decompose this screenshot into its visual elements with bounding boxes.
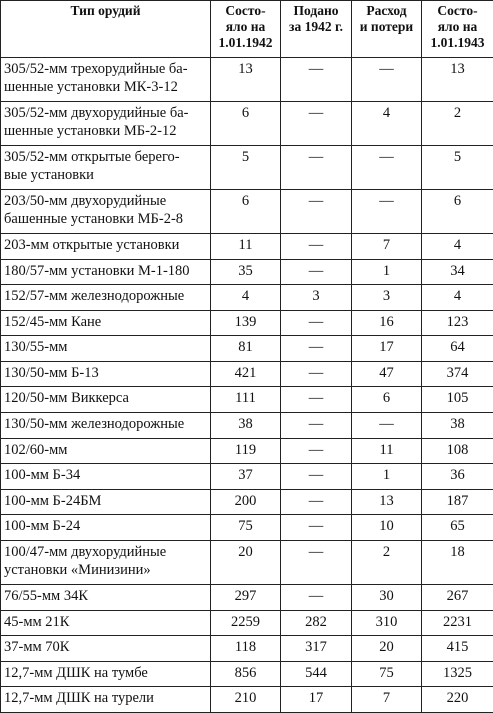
cell-end-1943: 4 — [422, 285, 493, 311]
cell-end-1943: 36 — [422, 464, 493, 490]
cell-loss: — — [352, 58, 422, 102]
table-row — [1, 661, 493, 687]
cell-loss: — — [352, 413, 422, 439]
cell-start-1942: 210 — [211, 687, 281, 713]
cell-loss: — — [352, 190, 422, 234]
cell-supplied-1942: 17 — [281, 687, 352, 713]
cell-end-1943: 38 — [422, 413, 493, 439]
cell-gun-type: 100-мм Б-24БМ — [1, 489, 211, 515]
cell-start-1942: 4 — [211, 285, 281, 311]
cell-end-1943: 6 — [422, 190, 493, 234]
cell-end-1943: 1325 — [422, 661, 493, 687]
cell-gun-type: 76/55-мм 34К — [1, 584, 211, 610]
cell-end-1943: 5 — [422, 146, 493, 190]
cell-supplied-1942: — — [281, 489, 352, 515]
cell-end-1943: 18 — [422, 540, 493, 584]
cell-supplied-1942: — — [281, 515, 352, 541]
cell-supplied-1942: — — [281, 259, 352, 285]
cell-loss: 2 — [352, 540, 422, 584]
cell-supplied-1942: 282 — [281, 610, 352, 636]
table-row — [1, 540, 493, 584]
cell-loss: 7 — [352, 234, 422, 260]
cell-loss: 10 — [352, 515, 422, 541]
cell-end-1943: 34 — [422, 259, 493, 285]
cell-start-1942: 20 — [211, 540, 281, 584]
cell-supplied-1942: 544 — [281, 661, 352, 687]
cell-gun-type: 37-мм 70К — [1, 636, 211, 662]
table-row — [1, 438, 493, 464]
table-row — [1, 610, 493, 636]
cell-end-1943: 2231 — [422, 610, 493, 636]
cell-gun-type: 12,7-мм ДШК на тумбе — [1, 661, 211, 687]
cell-supplied-1942: — — [281, 584, 352, 610]
cell-loss: 75 — [352, 661, 422, 687]
cell-gun-type: 203/50-мм двухорудийные башенные установки МБ-2-8 — [1, 190, 211, 234]
cell-end-1943: 2 — [422, 102, 493, 146]
cell-gun-type: 12,7-мм ДШК на турели — [1, 687, 211, 713]
cell-supplied-1942: — — [281, 387, 352, 413]
cell-gun-type: 152/57-мм железнодорожные — [1, 285, 211, 311]
table-row — [1, 146, 493, 190]
table-row — [1, 310, 493, 336]
cell-supplied-1942: — — [281, 540, 352, 584]
cell-supplied-1942: 3 — [281, 285, 352, 311]
cell-gun-type: 130/50-мм железнодорожные — [1, 413, 211, 439]
cell-end-1943: 187 — [422, 489, 493, 515]
cell-end-1943: 374 — [422, 361, 493, 387]
cell-start-1942: 297 — [211, 584, 281, 610]
cell-gun-type: 152/45-мм Кане — [1, 310, 211, 336]
cell-start-1942: 81 — [211, 336, 281, 362]
cell-start-1942: 35 — [211, 259, 281, 285]
table-row — [1, 687, 493, 713]
cell-end-1943: 65 — [422, 515, 493, 541]
cell-supplied-1942: — — [281, 361, 352, 387]
cell-loss: 310 — [352, 610, 422, 636]
cell-gun-type: 120/50-мм Виккерса — [1, 387, 211, 413]
cell-start-1942: 856 — [211, 661, 281, 687]
table-header-row — [1, 1, 493, 58]
table-row — [1, 464, 493, 490]
table-row — [1, 336, 493, 362]
cell-gun-type: 130/55-мм — [1, 336, 211, 362]
cell-end-1943: 415 — [422, 636, 493, 662]
cell-end-1943: 105 — [422, 387, 493, 413]
cell-supplied-1942: — — [281, 234, 352, 260]
cell-supplied-1942: 317 — [281, 636, 352, 662]
cell-start-1942: 111 — [211, 387, 281, 413]
cell-supplied-1942: — — [281, 336, 352, 362]
header-end: Состо- яло на 1.01.1943 — [422, 1, 493, 58]
header-supplied: Подано за 1942 г. — [281, 1, 352, 58]
cell-start-1942: 6 — [211, 190, 281, 234]
cell-supplied-1942: — — [281, 58, 352, 102]
table-row — [1, 190, 493, 234]
cell-loss: 30 — [352, 584, 422, 610]
cell-gun-type: 203-мм открытые установки — [1, 234, 211, 260]
cell-loss: 1 — [352, 259, 422, 285]
cell-supplied-1942: — — [281, 310, 352, 336]
table-row — [1, 489, 493, 515]
cell-loss: 1 — [352, 464, 422, 490]
cell-loss: 6 — [352, 387, 422, 413]
cell-start-1942: 421 — [211, 361, 281, 387]
table-row — [1, 636, 493, 662]
cell-start-1942: 119 — [211, 438, 281, 464]
cell-start-1942: 75 — [211, 515, 281, 541]
cell-supplied-1942: — — [281, 464, 352, 490]
cell-start-1942: 37 — [211, 464, 281, 490]
header-type: Тип орудий — [1, 1, 211, 58]
cell-start-1942: 5 — [211, 146, 281, 190]
cell-supplied-1942: — — [281, 102, 352, 146]
cell-supplied-1942: — — [281, 190, 352, 234]
cell-gun-type: 100-мм Б-34 — [1, 464, 211, 490]
table-row — [1, 413, 493, 439]
cell-start-1942: 2259 — [211, 610, 281, 636]
header-start: Состо- яло на 1.01.1942 — [211, 1, 281, 58]
cell-gun-type: 305/52-мм открытые берего- вые установки — [1, 146, 211, 190]
table-row — [1, 515, 493, 541]
cell-loss: 4 — [352, 102, 422, 146]
cell-supplied-1942: — — [281, 438, 352, 464]
cell-gun-type: 45-мм 21К — [1, 610, 211, 636]
cell-supplied-1942: — — [281, 146, 352, 190]
cell-gun-type: 100-мм Б-24 — [1, 515, 211, 541]
cell-supplied-1942: — — [281, 413, 352, 439]
table-row — [1, 285, 493, 311]
table-row — [1, 234, 493, 260]
table-row — [1, 58, 493, 102]
cell-loss: 7 — [352, 687, 422, 713]
cell-end-1943: 220 — [422, 687, 493, 713]
cell-start-1942: 6 — [211, 102, 281, 146]
cell-loss: 13 — [352, 489, 422, 515]
cell-loss: 17 — [352, 336, 422, 362]
cell-end-1943: 108 — [422, 438, 493, 464]
cell-gun-type: 102/60-мм — [1, 438, 211, 464]
cell-loss: 47 — [352, 361, 422, 387]
cell-gun-type: 305/52-мм трехорудийные ба- шенные установки МК-3-12 — [1, 58, 211, 102]
cell-gun-type: 130/50-мм Б-13 — [1, 361, 211, 387]
table-row — [1, 584, 493, 610]
cell-gun-type: 305/52-мм двухорудийные ба- шенные установки МБ-2-12 — [1, 102, 211, 146]
cell-start-1942: 139 — [211, 310, 281, 336]
table-row — [1, 102, 493, 146]
cell-start-1942: 200 — [211, 489, 281, 515]
cell-start-1942: 38 — [211, 413, 281, 439]
cell-gun-type: 180/57-мм установки М-1-180 — [1, 259, 211, 285]
cell-start-1942: 118 — [211, 636, 281, 662]
cell-loss: 16 — [352, 310, 422, 336]
cell-end-1943: 123 — [422, 310, 493, 336]
cell-end-1943: 64 — [422, 336, 493, 362]
cell-start-1942: 11 — [211, 234, 281, 260]
table-row — [1, 387, 493, 413]
cell-loss: 20 — [352, 636, 422, 662]
cell-loss: 3 — [352, 285, 422, 311]
cell-end-1943: 267 — [422, 584, 493, 610]
cell-loss: 11 — [352, 438, 422, 464]
table-row — [1, 259, 493, 285]
cell-loss: — — [352, 146, 422, 190]
cell-end-1943: 13 — [422, 58, 493, 102]
header-loss: Расход и потери — [352, 1, 422, 58]
cell-start-1942: 13 — [211, 58, 281, 102]
table-row — [1, 361, 493, 387]
cell-end-1943: 4 — [422, 234, 493, 260]
cell-gun-type: 100/47-мм двухорудийные установки «Минизини» — [1, 540, 211, 584]
